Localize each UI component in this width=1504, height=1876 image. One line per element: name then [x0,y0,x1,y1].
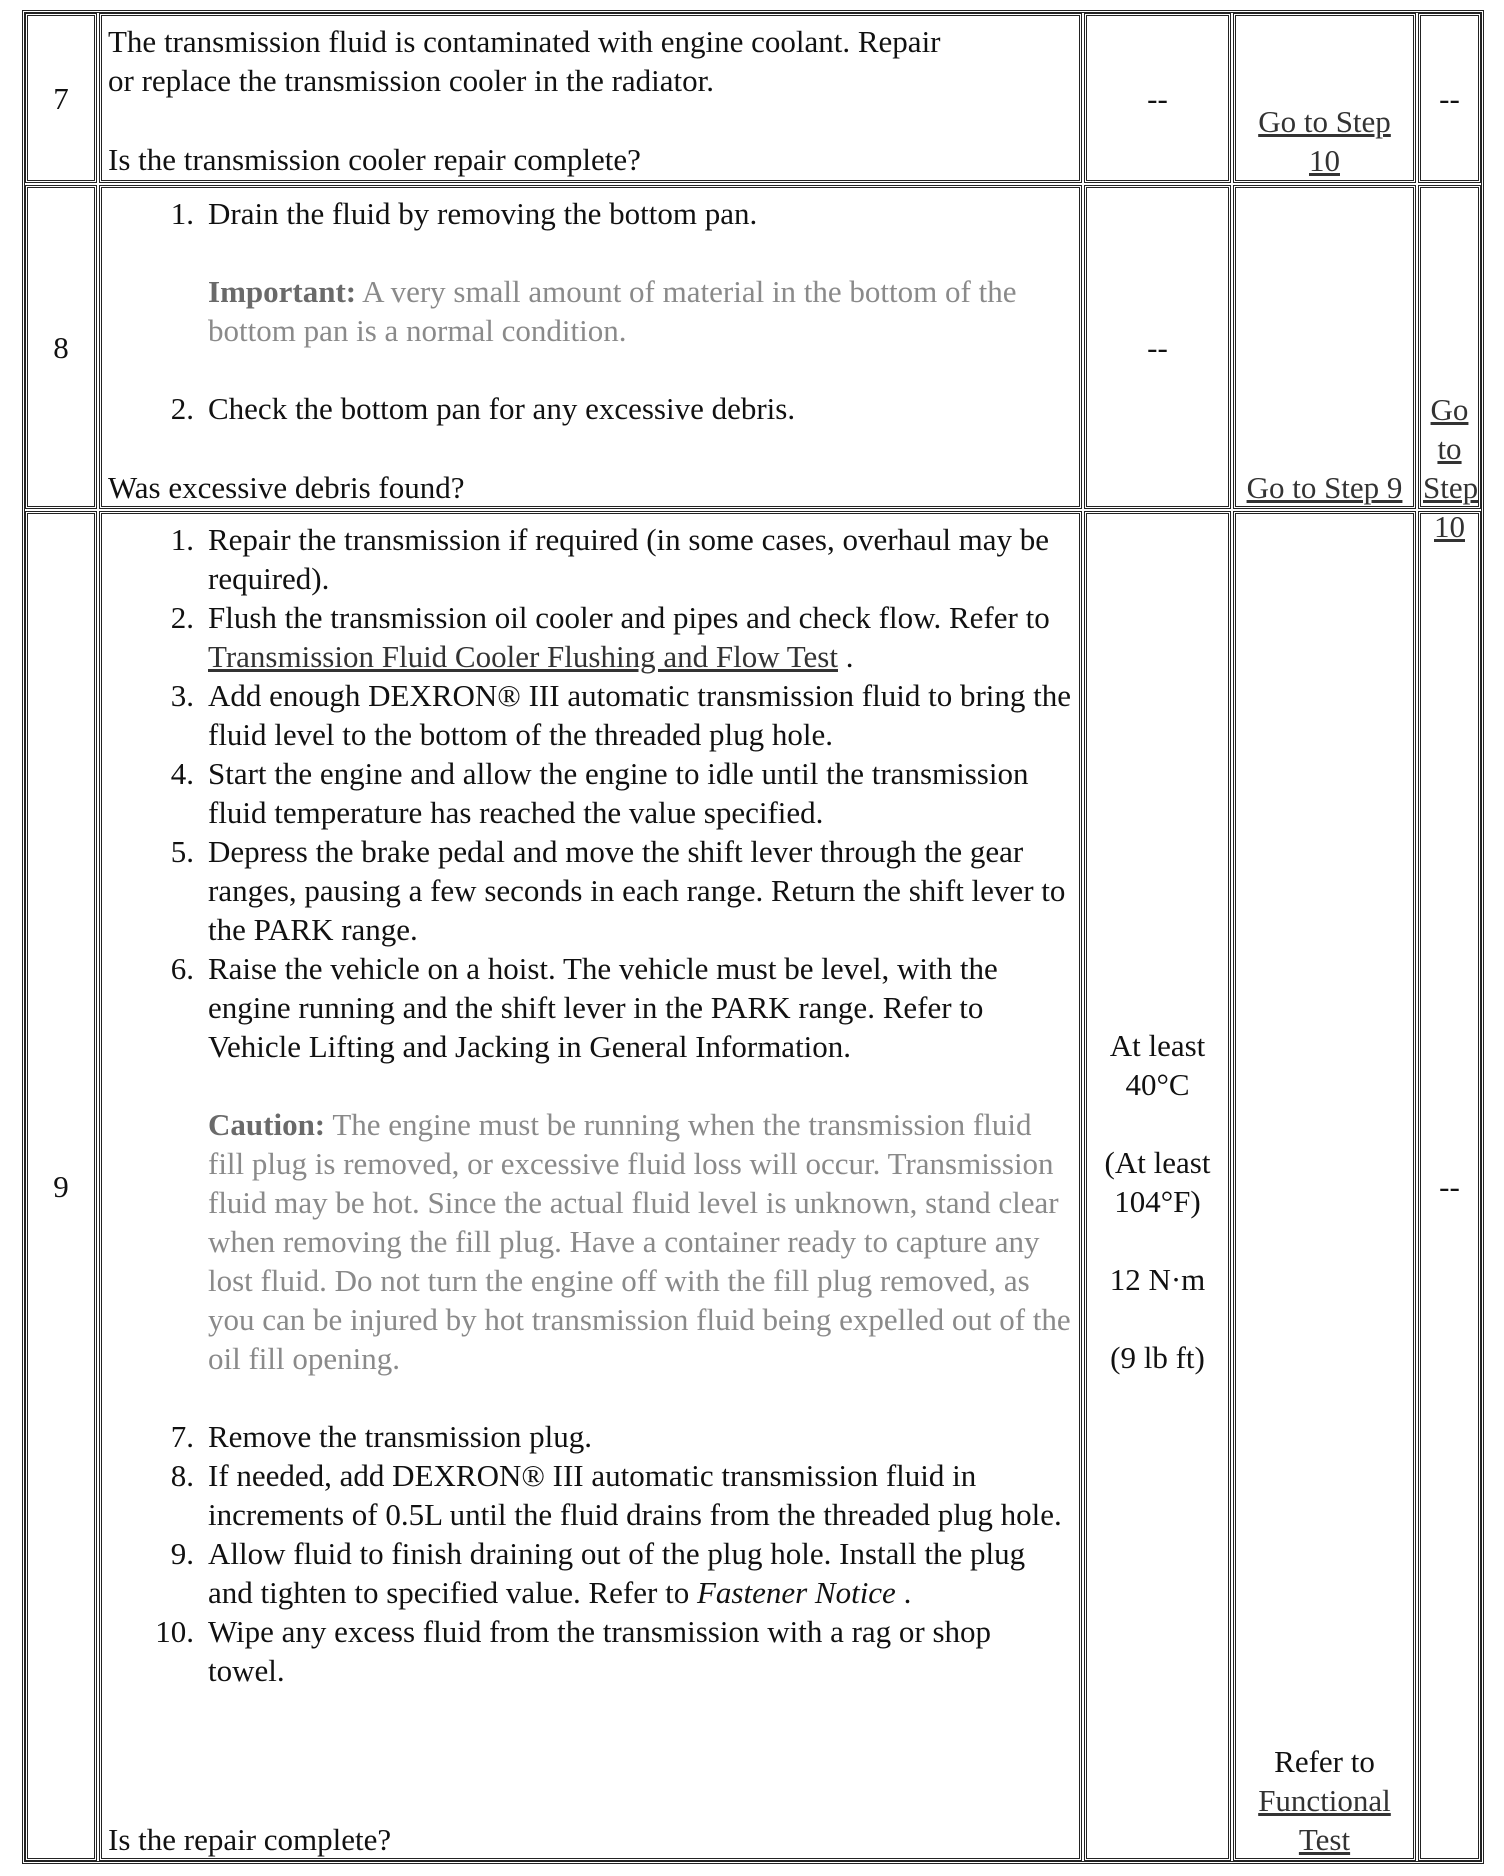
step-cell [25,511,97,1861]
caution-label: Caution: [208,1107,326,1142]
list-item: 6. Raise the vehicle on a hoist. The vehicle must be level, with the engine running and the shift lever in the PARK range. Refer to Vehicle Lifting and Jacking in General Information. [170,951,998,1064]
go-to-step-10-link[interactable]: Go to Step 10 [1423,392,1479,544]
list-item: 1. Repair the transmission if required (in some cases, overhaul may be required). [170,522,1050,596]
value-cell [1084,511,1231,1861]
value-text: -- [1147,80,1168,116]
functional-test-link[interactable]: Functional Test [1258,1783,1391,1857]
step-cell [25,13,97,183]
no-cell [1418,13,1481,183]
list-item: 10. Wipe any excess fluid from the transmission with a rag or shop towel. [155,1614,992,1688]
question-text: Is the repair complete? [108,1822,392,1857]
step-number: 7 [53,80,69,116]
step-number: 8 [53,329,69,365]
list-item: 2. Flush the transmission oil cooler and pipes and check flow. Refer to Transmission Fluid Cooler Flushing and Flow Test . [170,600,1050,674]
list-item: 5. Depress the brake pedal and move the shift lever through the gear ranges, pausing a few seconds in each range. Return the shift lever to the PARK range. [170,834,1066,947]
no-text: -- [1439,80,1460,116]
list-item: 2. Check the bottom pan for any excessive debris. [170,391,796,426]
list-item: 7. Remove the transmission plug. [170,1419,593,1454]
torque-metric: 12 N·m [1109,1262,1206,1297]
no-cell [1418,511,1481,1861]
yes-cell [1233,511,1416,1861]
important-label: Important: [208,274,357,309]
temperature-fahrenheit: (At least 104°F) [1104,1145,1211,1219]
go-to-step-9-link[interactable]: Go to Step 9 [1246,470,1403,505]
question-text: Was excessive debris found? [108,470,465,505]
no-text: -- [1439,1168,1460,1204]
refer-to-text: Refer to [1274,1744,1375,1779]
action-text: The transmission fluid is contaminated with engine coolant. Repair [108,24,941,59]
caution-note [108,1105,1073,1378]
torque-imperial: (9 lb ft) [1110,1340,1205,1375]
fastener-notice-ref: Fastener Notice [696,1575,896,1610]
no-cell [1418,185,1481,544]
value-cell [1084,185,1231,509]
yes-cell [1233,13,1416,183]
action-text: or replace the transmission cooler in the radiator. [108,63,715,98]
cooler-flushing-link[interactable]: Transmission Fluid Cooler Flushing and Flow Test [208,639,838,674]
important-note [108,272,1073,350]
list-item: 3. Add enough DEXRON® III automatic transmission fluid to bring the fluid level to the bottom of the threaded plug hole. [170,678,1072,752]
value-cell [1084,13,1231,183]
list-item: 1. Drain the fluid by removing the bottom pan. [170,196,758,231]
action-cell [99,13,1082,183]
diagnostic-table [22,10,1484,1864]
step-number: 9 [53,1168,69,1204]
list-item: 9. Allow fluid to finish draining out of the plug hole. Install the plug and tighten to specified value. Refer to Fastener Notice . [170,1536,1026,1610]
temperature-celsius: At least 40°C [1109,1028,1206,1102]
list-item: 8. If needed, add DEXRON® III automatic transmission fluid in increments of 0.5L until the fluid drains from the threaded plug hole. [170,1458,1062,1532]
caution-text: The engine must be running when the transmission fluid fill plug is removed, or excessive fluid loss will occur. Transmission fluid may be hot. Since the actual fluid level is unknown, stand clear when removing the fill plug. Have a container ready to capture any lost fluid. Do not turn the engine off with the fill plug removed, as you can be injured by hot transmission fluid being expelled out of the oil fill opening. [208,1107,1071,1376]
action-cell [99,511,1082,1861]
question-text: Is the transmission cooler repair complete? [108,142,641,177]
go-to-step-10-link[interactable]: Go to Step 10 [1258,104,1391,178]
step-cell [25,185,97,509]
list-item: 4. Start the engine and allow the engine to idle until the transmission fluid temperature has reached the value specified. [170,756,1029,830]
action-cell [99,185,1082,509]
value-text: -- [1147,329,1168,365]
important-text: A very small amount of material in the bottom of the bottom pan is a normal condition. [208,274,1017,348]
yes-cell [1233,185,1416,509]
